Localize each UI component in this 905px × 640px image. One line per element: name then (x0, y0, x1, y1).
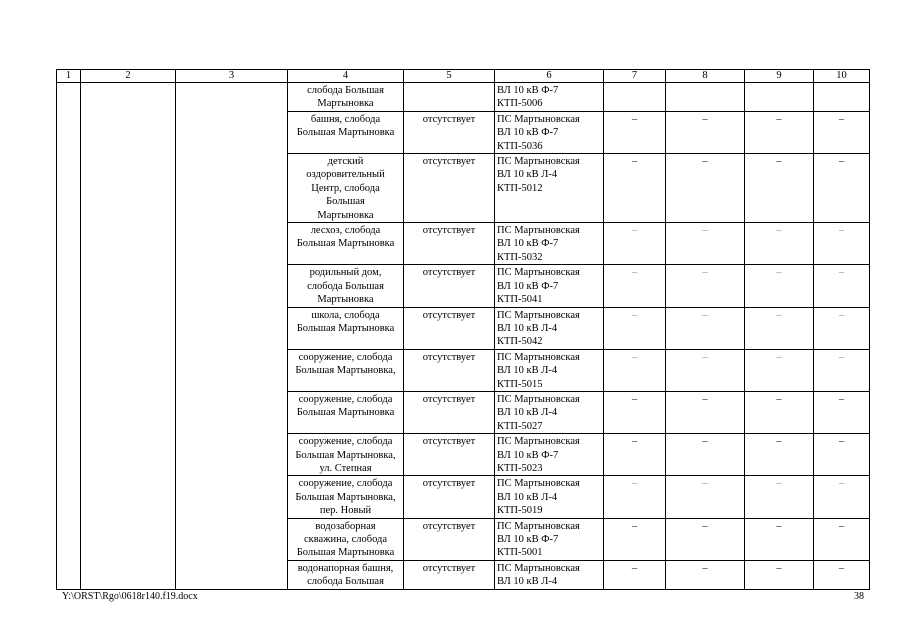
column-header: 2 (81, 70, 176, 83)
supply-cell (495, 476, 604, 518)
status-cell: отсутствует (404, 223, 495, 265)
cell-line: Большая Мартыновка (296, 322, 395, 334)
supply-cell (495, 223, 604, 265)
value-cell: – (604, 476, 666, 518)
cell-line: ВЛ 10 кВ Л-4 (497, 169, 558, 181)
status-cell: отсутствует (404, 560, 495, 589)
value-cell: – (745, 349, 814, 391)
value-cell: – (814, 307, 870, 349)
cell-line: сооружение, слобода (298, 478, 393, 490)
supply-cell (495, 349, 604, 391)
value-cell: – (604, 265, 666, 307)
cell-line: оздоровительный (306, 169, 385, 181)
value-cell: – (814, 223, 870, 265)
status-cell: отсутствует (404, 391, 495, 433)
cell-line: ВЛ 10 кВ Ф-7 (497, 238, 559, 250)
value-cell: – (666, 349, 745, 391)
value-cell: – (814, 391, 870, 433)
column-header: 9 (745, 70, 814, 83)
supply-cell (495, 518, 604, 560)
cell-line: родильный дом, (309, 267, 382, 279)
cell-line: ПС Мартыновская (497, 267, 580, 279)
cell-line: ул. Степная (319, 462, 372, 474)
cell-line: слобода Большая (307, 85, 384, 96)
cell-line: КТП-5032 (497, 251, 543, 263)
cell-line: ПС Мартыновская (497, 156, 580, 168)
status-cell (404, 83, 495, 112)
status-cell: отсутствует (404, 476, 495, 518)
value-cell: – (666, 265, 745, 307)
value-cell: – (604, 391, 666, 433)
value-cell: – (604, 307, 666, 349)
object-name-cell (288, 476, 404, 518)
cell-line: скважина, слобода (303, 534, 388, 545)
cell-line: ВЛ 10 кВ Ф-7 (497, 280, 559, 292)
value-cell: – (666, 560, 745, 589)
cell-line: ПС Мартыновская (497, 478, 580, 490)
column-header: 7 (604, 70, 666, 83)
cell-line: КТП-5042 (497, 336, 543, 348)
object-name-cell (288, 83, 404, 112)
value-cell: – (745, 154, 814, 223)
cell-line: ВЛ 10 кВ Л-4 (497, 491, 558, 503)
supply-cell (495, 154, 604, 223)
cell-line: ПС Мартыновская (497, 436, 580, 448)
cell-line: водонапорная башня, (297, 562, 394, 574)
cell-line: ВЛ 10 кВ Ф-7 (497, 534, 559, 545)
value-cell: – (814, 349, 870, 391)
cell-line: Мартыновка (317, 98, 374, 110)
merged-cell-col1 (57, 83, 81, 590)
value-cell: – (814, 518, 870, 560)
value-cell: – (814, 111, 870, 153)
cell-line: КТП-5027 (497, 420, 543, 432)
value-cell: – (604, 518, 666, 560)
status-cell: отсутствует (404, 434, 495, 476)
value-cell: – (814, 560, 870, 589)
value-cell: – (814, 476, 870, 518)
value-cell: – (814, 154, 870, 223)
value-cell (745, 83, 814, 112)
column-header: 3 (176, 70, 288, 83)
status-cell: отсутствует (404, 154, 495, 223)
supply-cell (495, 434, 604, 476)
cell-line: ВЛ 10 кВ Л-4 (497, 365, 558, 377)
header-row (57, 70, 870, 83)
value-cell (604, 83, 666, 112)
cell-line: КТП-5001 (497, 547, 543, 559)
cell-line: ПС Мартыновская (497, 351, 580, 363)
cell-line: ВЛ 10 кВ Л-4 (497, 322, 558, 334)
status-cell: отсутствует (404, 518, 495, 560)
value-cell: – (604, 111, 666, 153)
cell-line: КТП-5023 (497, 462, 543, 474)
value-cell: – (814, 265, 870, 307)
cell-line: Большая Мартыновка, (295, 449, 396, 461)
footer-page-number: 38 (854, 591, 864, 602)
object-name-cell (288, 265, 404, 307)
cell-line: ПС Мартыновская (497, 113, 580, 125)
object-name-cell (288, 560, 404, 589)
cell-line: ВЛ 10 кВ Ф-7 (497, 449, 559, 461)
object-name-cell (288, 518, 404, 560)
cell-line: ПС Мартыновская (497, 393, 580, 405)
cell-line: Большая (326, 196, 365, 208)
value-cell: – (666, 154, 745, 223)
value-cell: – (604, 434, 666, 476)
value-cell: – (666, 476, 745, 518)
value-cell: – (745, 476, 814, 518)
cell-line: Мартыновка (317, 209, 374, 221)
column-header: 10 (814, 70, 870, 83)
object-name-cell (288, 307, 404, 349)
value-cell: – (666, 391, 745, 433)
value-cell: – (745, 434, 814, 476)
value-cell: – (745, 560, 814, 589)
value-cell: – (666, 518, 745, 560)
cell-line: сооружение, слобода (298, 351, 393, 363)
cell-line: КТП-5015 (497, 378, 543, 390)
value-cell: – (745, 223, 814, 265)
status-cell: отсутствует (404, 307, 495, 349)
object-name-cell (288, 391, 404, 433)
cell-line: башня, слобода (310, 113, 381, 125)
supply-cell (495, 560, 604, 589)
cell-line: Большая Мартыновка, (295, 365, 396, 377)
value-cell: – (745, 111, 814, 153)
value-cell: – (604, 349, 666, 391)
column-header: 5 (404, 70, 495, 83)
cell-line: Большая Мартыновка (296, 547, 395, 559)
status-cell: отсутствует (404, 349, 495, 391)
cell-line: пер. Новый (319, 505, 372, 517)
cell-line: Большая Мартыновка (296, 407, 395, 419)
cell-line: сооружение, слобода (298, 393, 393, 405)
merged-cell-col2 (81, 83, 176, 590)
cell-line: ВЛ 10 кВ Л-4 (497, 407, 558, 419)
column-header: 4 (288, 70, 404, 83)
footer-file-path: Y:\ORST\Rgo\0618r140.f19.docx (62, 591, 198, 602)
cell-line: сооружение, слобода (298, 436, 393, 448)
value-cell: – (745, 518, 814, 560)
cell-line: ВЛ 10 кВ Л-4 (497, 576, 558, 588)
value-cell: – (666, 434, 745, 476)
value-cell: – (604, 560, 666, 589)
value-cell: – (814, 434, 870, 476)
cell-line: Большая Мартыновка (296, 127, 395, 139)
cell-line: Большая Мартыновка, (295, 491, 396, 503)
table-row (57, 83, 870, 112)
document-table (56, 69, 870, 590)
cell-line: Центр, слобода (311, 182, 380, 194)
value-cell: – (666, 111, 745, 153)
value-cell: – (604, 154, 666, 223)
cell-line: КТП-5041 (497, 294, 543, 306)
cell-line: ПС Мартыновская (497, 520, 580, 532)
value-cell: – (666, 307, 745, 349)
cell-line: ВЛ 10 кВ Ф-7 (497, 85, 559, 96)
column-header: 8 (666, 70, 745, 83)
value-cell: – (745, 265, 814, 307)
cell-line: слобода Большая (307, 576, 384, 588)
cell-line: слобода Большая (307, 280, 384, 292)
value-cell: – (666, 223, 745, 265)
column-header: 6 (495, 70, 604, 83)
object-name-cell (288, 111, 404, 153)
value-cell (666, 83, 745, 112)
value-cell: – (745, 391, 814, 433)
cell-line: КТП-5019 (497, 505, 543, 517)
supply-cell (495, 307, 604, 349)
object-name-cell (288, 434, 404, 476)
value-cell: – (604, 223, 666, 265)
cell-line: водозаборная (315, 520, 376, 532)
value-cell: – (745, 307, 814, 349)
cell-line: Большая Мартыновка (296, 238, 395, 250)
merged-cell-col3 (176, 83, 288, 590)
cell-line: КТП-5006 (497, 98, 543, 110)
status-cell: отсутствует (404, 265, 495, 307)
column-header: 1 (57, 70, 81, 83)
cell-line: КТП-5036 (497, 140, 543, 152)
supply-cell (495, 391, 604, 433)
cell-line: школа, слобода (311, 309, 380, 321)
cell-line: ПС Мартыновская (497, 309, 580, 321)
cell-line: КТП-5012 (497, 182, 543, 194)
status-cell: отсутствует (404, 111, 495, 153)
object-name-cell (288, 223, 404, 265)
object-name-cell (288, 349, 404, 391)
cell-line: ПС Мартыновская (497, 225, 580, 237)
value-cell (814, 83, 870, 112)
supply-cell (495, 265, 604, 307)
object-name-cell (288, 154, 404, 223)
cell-line: лесхоз, слобода (310, 225, 381, 237)
supply-cell (495, 83, 604, 112)
cell-line: ВЛ 10 кВ Ф-7 (497, 127, 559, 139)
cell-line: Мартыновка (317, 294, 374, 306)
cell-line: детский (327, 156, 364, 168)
cell-line: ПС Мартыновская (497, 562, 580, 574)
supply-cell (495, 111, 604, 153)
